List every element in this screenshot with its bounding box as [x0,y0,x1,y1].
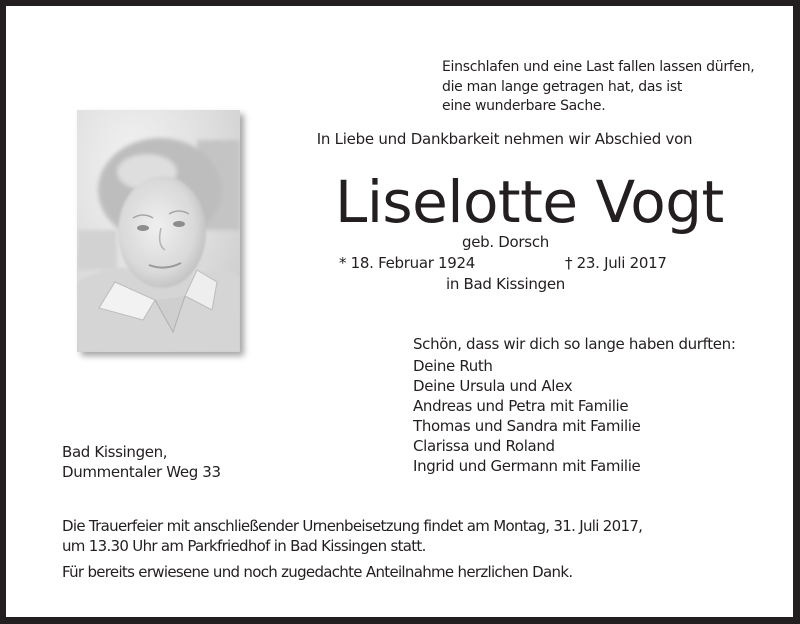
poem-quote [442,58,754,117]
place-of-death: in Bad Kissingen [446,275,565,293]
address-city: Bad Kissingen, [62,443,168,461]
address-street: Dummentaler Weg 33 [62,463,221,481]
service-line: Die Trauerfeier mit anschließender Urnenbeisetzung findet am Montag, 31. Juli 2017, [62,517,643,535]
family-list [413,356,640,476]
obituary-notice [6,6,793,617]
family-member: Clarissa und Roland [413,437,555,455]
poem-line: die man lange getragen hat, das ist [442,78,683,95]
family-member: Deine Ursula und Alex [413,377,573,395]
deceased-name-text: Liselotte Vogt [335,168,724,236]
intro-text: In Liebe und Dankbarkeit nehmen wir Abschied von [316,130,693,148]
family-member: Ingrid und Germann mit Familie [413,457,641,475]
poem-line: Einschlafen und eine Last fallen lassen dürfen, [442,59,755,75]
service-info [62,516,642,556]
birth-date: * 18. Februar 1924 [339,254,476,272]
deceased-name [335,166,724,238]
family-member: Deine Ruth [413,357,493,375]
death-date: † 23. Juli 2017 [565,254,667,272]
family-member: Thomas und Sandra mit Familie [413,417,641,435]
maiden-name: geb. Dorsch [462,233,549,251]
thanks-line: Schön, dass wir dich so lange haben durften: [413,335,736,353]
intro-line [6,130,793,148]
gratitude-line: Für bereits erwiesene und noch zugedachte Anteilnahme herzlichen Dank. [62,563,573,581]
service-line: um 13.30 Uhr am Parkfriedhof in Bad Kissingen statt. [62,537,426,555]
family-member: Andreas und Petra mit Familie [413,397,629,415]
address [62,442,221,482]
poem-line: eine wunderbare Sache. [442,98,606,114]
